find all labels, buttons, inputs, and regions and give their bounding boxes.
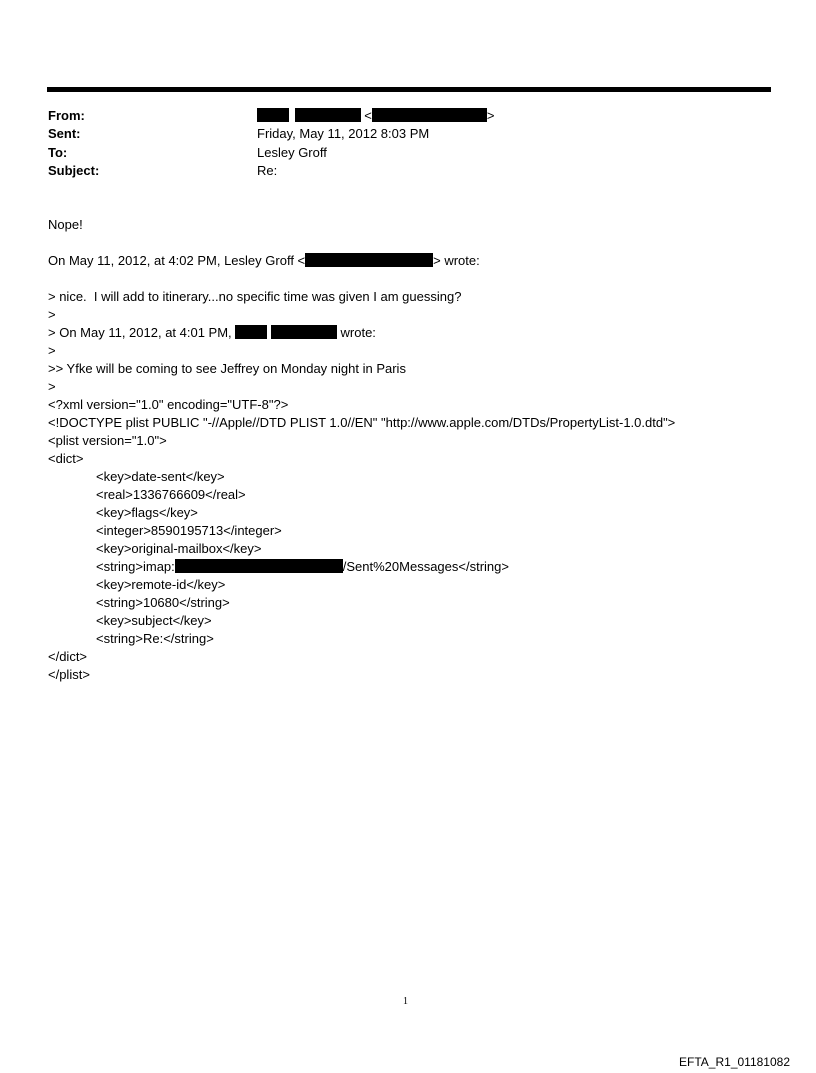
plist-line: <real>1336766609</real> [96,487,246,502]
redaction-box [235,325,267,339]
quote-line: >> Yfke will be coming to see Jeffrey on Monday night in Paris [48,361,406,376]
quote-line: > nice. I will add to itinerary...no specific time was given I am guessing? [48,289,462,304]
subject-value: Re: [257,163,278,178]
sent-value: Friday, May 11, 2012 8:03 PM [257,126,430,141]
to-value: Lesley Groff [257,145,327,160]
header-rule [47,87,771,92]
quote-line: > [48,343,56,358]
subject-label: Subject: [48,163,100,178]
quote-line [48,324,376,342]
plist-line: <key>date-sent</key> [96,469,225,484]
from-label: From: [48,108,85,123]
redaction-box [305,253,433,267]
plist-line: <key>remote-id</key> [96,577,226,592]
from-value [257,107,494,125]
plist-line: <key>original-mailbox</key> [96,541,262,556]
quote-intro-text: On May 11, 2012, at 4:02 PM, Lesley Groff < [48,253,306,268]
plist-line: <?xml version="1.0" encoding="UTF-8"?> [48,397,289,412]
plist-line-text: <string>imap: [96,559,175,574]
plist-line-tail: /Sent%20Messages</string> [342,559,509,574]
plist-line: <key>flags</key> [96,505,198,520]
plist-line: </plist> [48,667,90,682]
plist-line: </dict> [48,649,88,664]
page-number: 1 [403,996,408,1007]
quote-line: > [48,307,56,322]
plist-line: <string>Re:</string> [96,631,214,646]
plist-line: <integer>8590195713</integer> [96,523,282,538]
plist-line: <key>subject</key> [96,613,212,628]
to-label: To: [48,145,68,160]
redaction-box [372,108,487,122]
quote-line-tail: wrote: [336,325,376,340]
redaction-box [271,325,337,339]
plist-line: <dict> [48,451,84,466]
from-open-bracket: < [364,108,372,123]
quote-line-text: > On May 11, 2012, at 4:01 PM, [48,325,236,340]
plist-line: <string>10680</string> [96,595,230,610]
from-close-bracket: > [486,108,495,123]
redaction-box [257,108,289,122]
reply-text: Nope! [48,217,83,232]
document-id: EFTA_R1_01181082 [679,1055,790,1069]
sent-label: Sent: [48,126,81,141]
plist-line [96,558,509,576]
plist-line: <!DOCTYPE plist PUBLIC "-//Apple//DTD PLIST 1.0//EN" "http://www.apple.com/DTDs/PropertyList-1.0.dtd"> [48,415,676,430]
quote-line: > [48,379,56,394]
quote-intro [48,252,480,270]
redaction-box [295,108,361,122]
redaction-box [175,559,343,573]
quote-intro-tail: > wrote: [433,253,480,268]
plist-line: <plist version="1.0"> [48,433,167,448]
